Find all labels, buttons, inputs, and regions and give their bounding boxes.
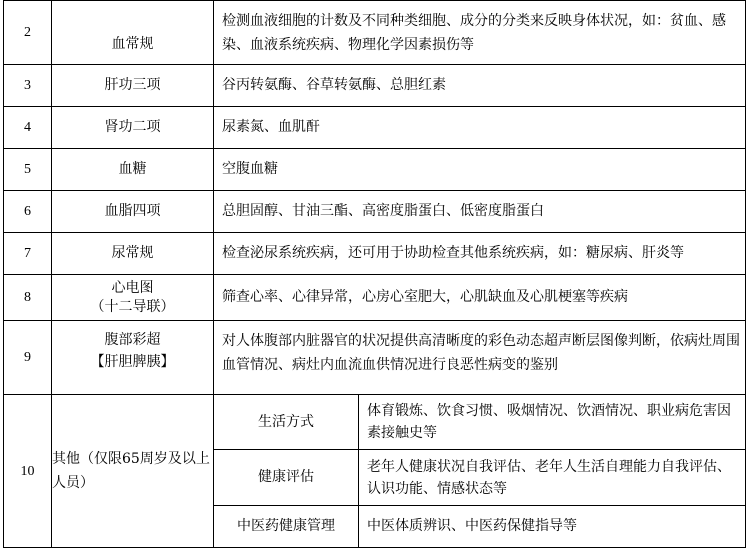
- table-row: [4, 107, 746, 149]
- item-description: 总胆固醇、甘油三酯、高密度脂蛋白、低密度脂蛋白: [214, 191, 746, 233]
- sub-item-description: 体育锻炼、饮食习惯、吸烟情况、饮酒情况、职业病危害因素接触史等: [359, 395, 746, 450]
- sub-item-description: 中医体质辨识、中医药保健指导等: [359, 506, 746, 548]
- item-description: 筛查心率、心律异常，心房心室肥大，心肌缺血及心肌梗塞等疾病: [214, 275, 746, 321]
- item-name-line: 【肝胆脾胰】: [90, 354, 175, 370]
- item-name: 血脂四项: [52, 191, 214, 233]
- row-number: 7: [4, 233, 52, 275]
- item-description: 空腹血糖: [214, 149, 746, 191]
- item-name-line: （十二导联）: [90, 298, 175, 315]
- item-name-line: 腹部彩超: [104, 332, 161, 348]
- item-description: 检测血液细胞的计数及不同种类细胞、成分的分类来反映身体状况，如：贫血、感染、血液系统疾病、物理化学因素损伤等: [214, 1, 746, 65]
- row-number: 8: [4, 275, 52, 321]
- row-number: 10: [4, 395, 52, 548]
- item-name: 其他（仅限65周岁及以上人员）: [52, 395, 214, 548]
- item-name: 血糖: [52, 149, 214, 191]
- sub-item-name: 生活方式: [214, 395, 359, 450]
- table-row: [4, 149, 746, 191]
- item-description: 对人体腹部内脏器官的状况提供高清晰度的彩色动态超声断层图像判断，依病灶周围血管情况、病灶内血流血供情况进行良恶性病变的鉴别: [214, 321, 746, 395]
- item-description: 检查泌尿系统疾病，还可用于协助检查其他系统疾病，如：糖尿病、肝炎等: [214, 233, 746, 275]
- item-name: 尿常规: [52, 233, 214, 275]
- health-exam-table: [3, 0, 746, 548]
- table-row: [4, 233, 746, 275]
- item-description: 谷丙转氨酶、谷草转氨酶、总胆红素: [214, 65, 746, 107]
- sub-item-description: 老年人健康状况自我评估、老年人生活自理能力自我评估、认识功能、情感状态等: [359, 450, 746, 506]
- row-number: 5: [4, 149, 52, 191]
- row-number: 4: [4, 107, 52, 149]
- table-row: [4, 1, 746, 65]
- item-name: 血常规: [52, 1, 214, 65]
- item-description: 尿素氮、血肌酐: [214, 107, 746, 149]
- table-row: [4, 275, 746, 321]
- row-number: 6: [4, 191, 52, 233]
- table-row: [4, 321, 746, 395]
- sub-item-name: 健康评估: [214, 450, 359, 506]
- table-row: [4, 65, 746, 107]
- item-name: [52, 321, 214, 395]
- item-name-line: 心电图: [111, 279, 154, 296]
- row-number: 9: [4, 321, 52, 395]
- item-name: 肝功三项: [52, 65, 214, 107]
- sub-item-name: 中医药健康管理: [214, 506, 359, 548]
- table-row: [4, 395, 746, 450]
- table-row: [4, 191, 746, 233]
- item-name: 肾功二项: [52, 107, 214, 149]
- column-resize-mark: [745, 322, 746, 338]
- row-number: 3: [4, 65, 52, 107]
- item-name: [52, 275, 214, 321]
- row-number: 2: [4, 1, 52, 65]
